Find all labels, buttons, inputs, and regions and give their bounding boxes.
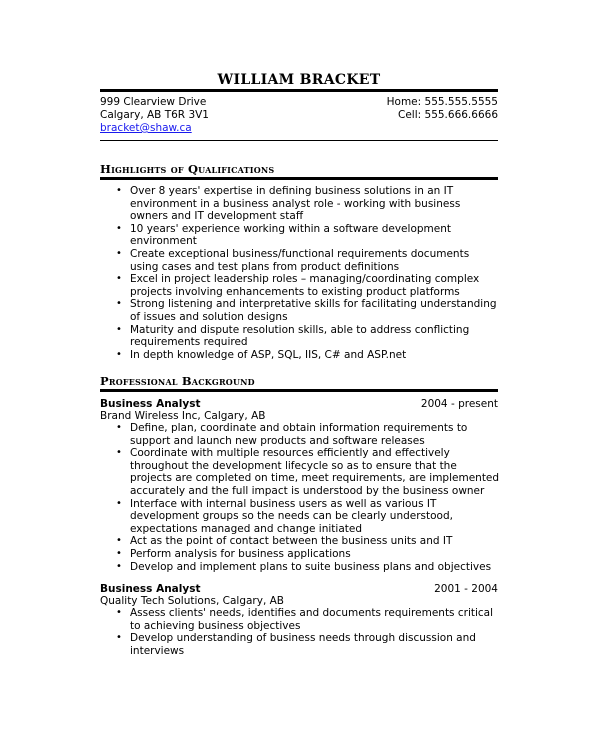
list-item: • Maturity and dispute resolution skills, able to address conflicting requirements required (100, 324, 500, 349)
phone-block (387, 96, 498, 122)
address-block (100, 96, 209, 135)
address-line-1: 999 Clearview Drive (100, 96, 207, 108)
list-item: • Develop and implement plans to suite business plans and objectives (100, 561, 500, 574)
job-2-title: Business Analyst (100, 583, 201, 595)
job-1-title: Business Analyst (100, 398, 201, 410)
email-link[interactable]: bracket@shaw.ca (100, 122, 192, 134)
cell-phone: Cell: 555.666.6666 (398, 109, 498, 121)
list-item: • Define, plan, coordinate and obtain information requirements to support and launch new products and software releases (100, 422, 500, 447)
job-2-duties (100, 607, 500, 657)
list-item: • Create exceptional business/functional requirements documents using cases and test plans from product definitions (100, 248, 500, 273)
list-item: • Interface with internal business users as well as various IT development groups so the needs can be clearly understood, expectations managed and change initiated (100, 498, 500, 536)
job-1-dates: 2004 - present (420, 398, 498, 410)
list-item: • Perform analysis for business applications (100, 548, 500, 561)
job-1-company: Brand Wireless Inc, Calgary, AB (100, 410, 266, 422)
home-phone: Home: 555.555.5555 (386, 96, 498, 108)
list-item: • Strong listening and interpretative skills for facilitating understanding of issues and solution designs (100, 298, 500, 323)
list-item: • Develop understanding of business needs through discussion and interviews (100, 632, 500, 657)
list-item: • Over 8 years' expertise in defining business solutions in an IT environment in a business analyst role - working with business owners and IT development staff (100, 185, 500, 223)
job-1-duties (100, 422, 500, 573)
list-item: • Act as the point of contact between the business units and IT (100, 535, 500, 548)
job-2-dates: 2001 - 2004 (434, 583, 498, 595)
list-item: • In depth knowledge of ASP, SQL, IIS, C# and ASP.net (100, 349, 500, 362)
list-item: • Coordinate with multiple resources efficiently and effectively throughout the development lifecycle so as to ensure that the projects are completed on time, meet requirements, are implemented accurately and the full impact is understood by the business owner (100, 447, 500, 497)
candidate-name: WILLIAM BRACKET (217, 72, 381, 88)
background-heading: Professional Background (100, 374, 255, 388)
highlights-list (100, 185, 500, 361)
highlights-heading: Highlights of Qualifications (100, 162, 275, 176)
list-item: • Excel in project leadership roles – managing/coordinating complex projects involving enhancements to existing product platforms (100, 273, 500, 298)
job-2-company: Quality Tech Solutions, Calgary, AB (100, 595, 285, 607)
list-item: • Assess clients' needs, identifies and documents requirements critical to achieving business objectives (100, 607, 500, 632)
address-line-2: Calgary, AB T6R 3V1 (100, 109, 209, 121)
highlights-divider (100, 177, 498, 180)
list-item: • 10 years' experience working within a software development environment (100, 223, 500, 248)
header-divider (100, 89, 498, 92)
background-divider (100, 389, 498, 392)
contact-divider (100, 140, 498, 141)
